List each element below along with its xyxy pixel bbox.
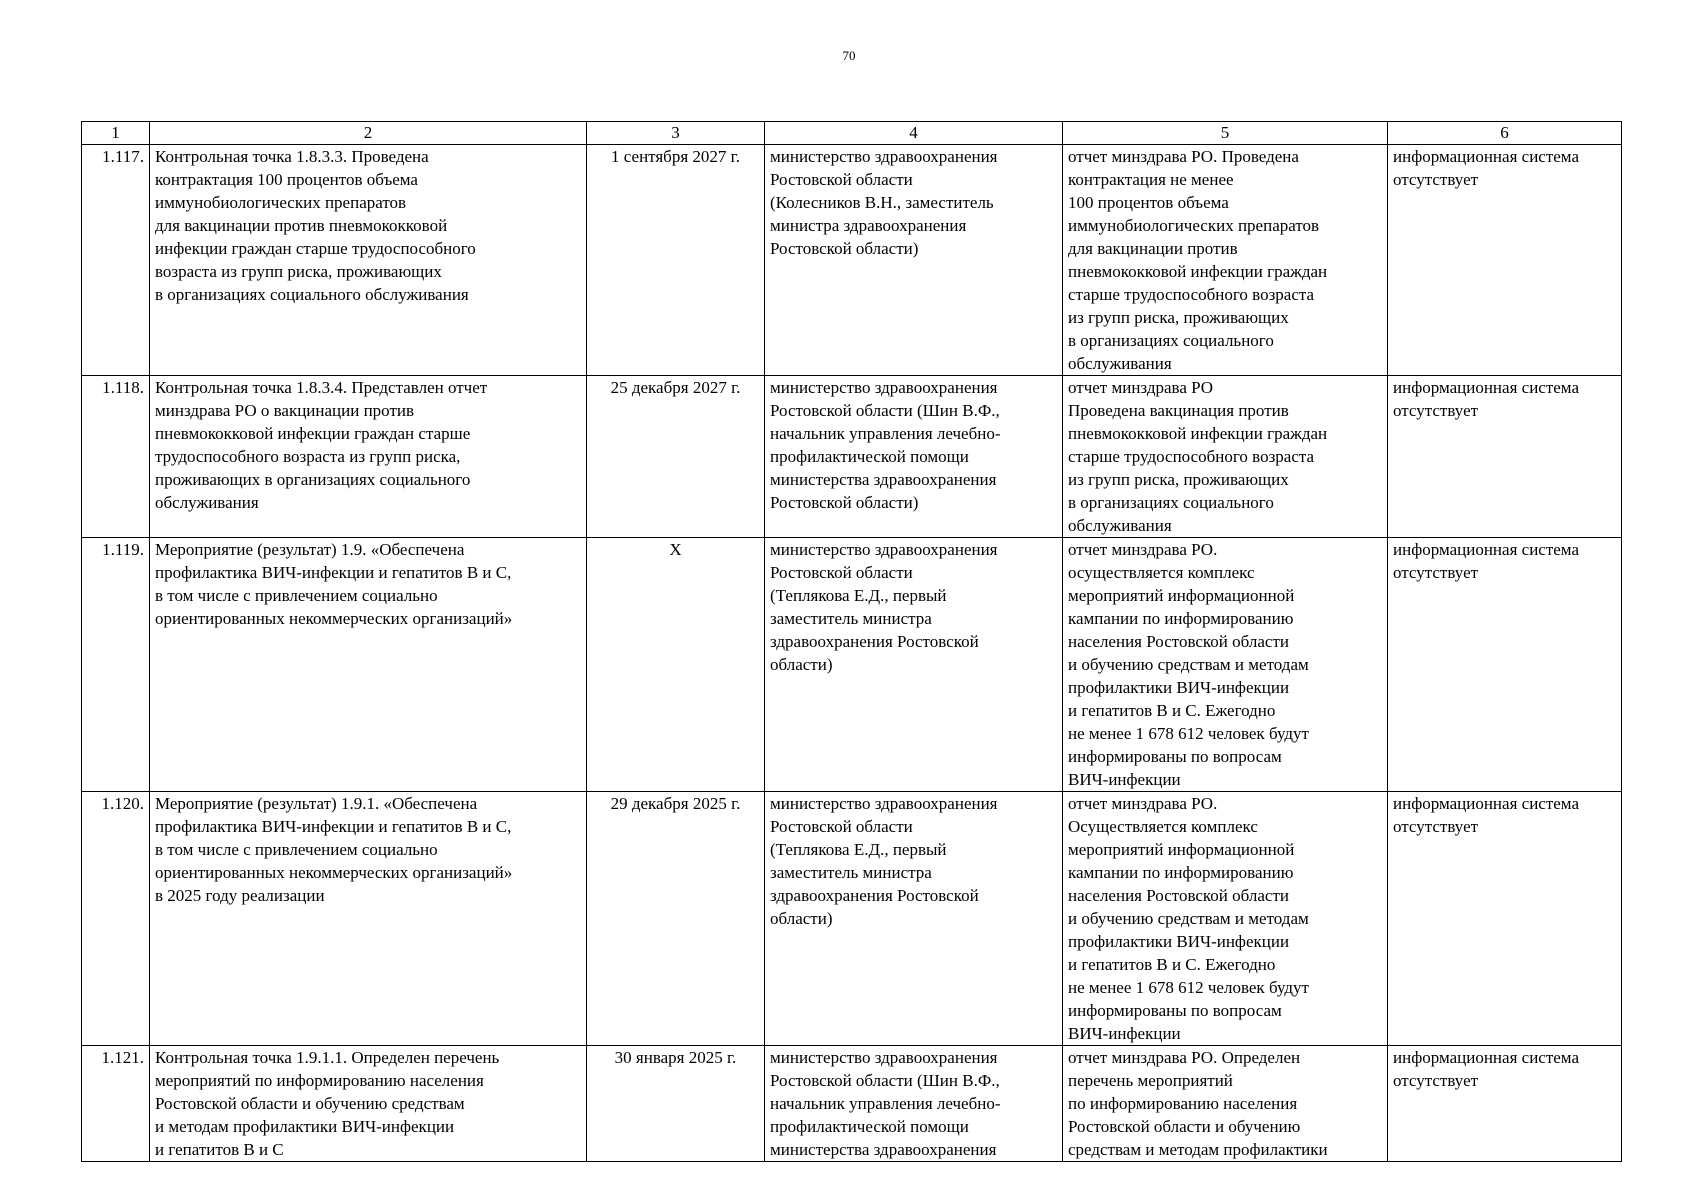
table-row: [82, 1046, 1622, 1162]
event-description: Мероприятие (результат) 1.9.1. «Обеспечена профилактика ВИЧ-инфекции и гепатитов В и С, в том числе с привлечением социально ориентированных некоммерческих организаций» в 2025 году реализации: [150, 792, 587, 1046]
column-header: 2: [150, 122, 587, 145]
row-number: 1.118.: [82, 376, 150, 538]
due-date: 1 сентября 2027 г.: [587, 145, 765, 376]
table-row: [82, 792, 1622, 1046]
responsible-party: министерство здравоохранения Ростовской области (Теплякова Е.Д., первый заместитель министра здравоохранения Ростовской области): [765, 792, 1063, 1046]
result-description: отчет минздрава РО. Осуществляется комплекс мероприятий информационной кампании по информированию населения Ростовской области и обучению средствам и методам профилактики ВИЧ-инфекции и гепатитов В и С. Ежегодно не менее 1 678 612 человек будут информированы по вопросам ВИЧ-инфекции: [1063, 792, 1388, 1046]
column-header: 6: [1388, 122, 1622, 145]
due-date: 29 декабря 2025 г.: [587, 792, 765, 1046]
due-date: 25 декабря 2027 г.: [587, 376, 765, 538]
information-system: информационная система отсутствует: [1388, 792, 1622, 1046]
event-description: Контрольная точка 1.9.1.1. Определен перечень мероприятий по информированию населения Ростовской области и обучению средствам и методам профилактики ВИЧ-инфекции и гепатитов В и С: [150, 1046, 587, 1162]
table-row: [82, 538, 1622, 792]
responsible-party: министерство здравоохранения Ростовской области (Колесников В.Н., заместитель министра здравоохранения Ростовской области): [765, 145, 1063, 376]
plan-table: [81, 121, 1622, 1162]
row-number: 1.119.: [82, 538, 150, 792]
page-number: 70: [842, 48, 856, 63]
information-system: информационная система отсутствует: [1388, 376, 1622, 538]
information-system: информационная система отсутствует: [1388, 538, 1622, 792]
due-date: 30 января 2025 г.: [587, 1046, 765, 1162]
event-description: Контрольная точка 1.8.3.4. Представлен отчет минздрава РО о вакцинации против пневмококковой инфекции граждан старше трудоспособного возраста из групп риска, проживающих в организациях социального обслуживания: [150, 376, 587, 538]
responsible-party: министерство здравоохранения Ростовской области (Теплякова Е.Д., первый заместитель министра здравоохранения Ростовской области): [765, 538, 1063, 792]
row-number: 1.117.: [82, 145, 150, 376]
result-description: отчет минздрава РО. Определен перечень мероприятий по информированию населения Ростовской области и обучению средствам и методам профилактики: [1063, 1046, 1388, 1162]
due-date: Х: [587, 538, 765, 792]
column-header: 1: [82, 122, 150, 145]
information-system: информационная система отсутствует: [1388, 145, 1622, 376]
result-description: отчет минздрава РО Проведена вакцинация против пневмококковой инфекции граждан старше трудоспособного возраста из групп риска, проживающих в организациях социального обслуживания: [1063, 376, 1388, 538]
result-description: отчет минздрава РО. Проведена контрактация не менее 100 процентов объема иммунобиологических препаратов для вакцинации против пневмококковой инфекции граждан старше трудоспособного возраста из групп риска, проживающих в организациях социального обслуживания: [1063, 145, 1388, 376]
column-header: 5: [1063, 122, 1388, 145]
table-row: [82, 145, 1622, 376]
responsible-party: министерство здравоохранения Ростовской области (Шин В.Ф., начальник управления лечебно- профилактической помощи министерства здравоохранения Ростовской области): [765, 376, 1063, 538]
event-description: Контрольная точка 1.8.3.3. Проведена контрактация 100 процентов объема иммунобиологических препаратов для вакцинации против пневмококковой инфекции граждан старше трудоспособного возраста из групп риска, проживающих в организациях социального обслуживания: [150, 145, 587, 376]
column-header: 3: [587, 122, 765, 145]
column-number-row: [82, 122, 1622, 145]
event-description: Мероприятие (результат) 1.9. «Обеспечена профилактика ВИЧ-инфекции и гепатитов В и С, в том числе с привлечением социально ориентированных некоммерческих организаций»: [150, 538, 587, 792]
result-description: отчет минздрава РО. осуществляется комплекс мероприятий информационной кампании по информированию населения Ростовской области и обучению средствам и методам профилактики ВИЧ-инфекции и гепатитов В и С. Ежегодно не менее 1 678 612 человек будут информированы по вопросам ВИЧ-инфекции: [1063, 538, 1388, 792]
responsible-party: министерство здравоохранения Ростовской области (Шин В.Ф., начальник управления лечебно- профилактической помощи министерства здравоохранения: [765, 1046, 1063, 1162]
column-header: 4: [765, 122, 1063, 145]
row-number: 1.121.: [82, 1046, 150, 1162]
information-system: информационная система отсутствует: [1388, 1046, 1622, 1162]
row-number: 1.120.: [82, 792, 150, 1046]
table-row: [82, 376, 1622, 538]
